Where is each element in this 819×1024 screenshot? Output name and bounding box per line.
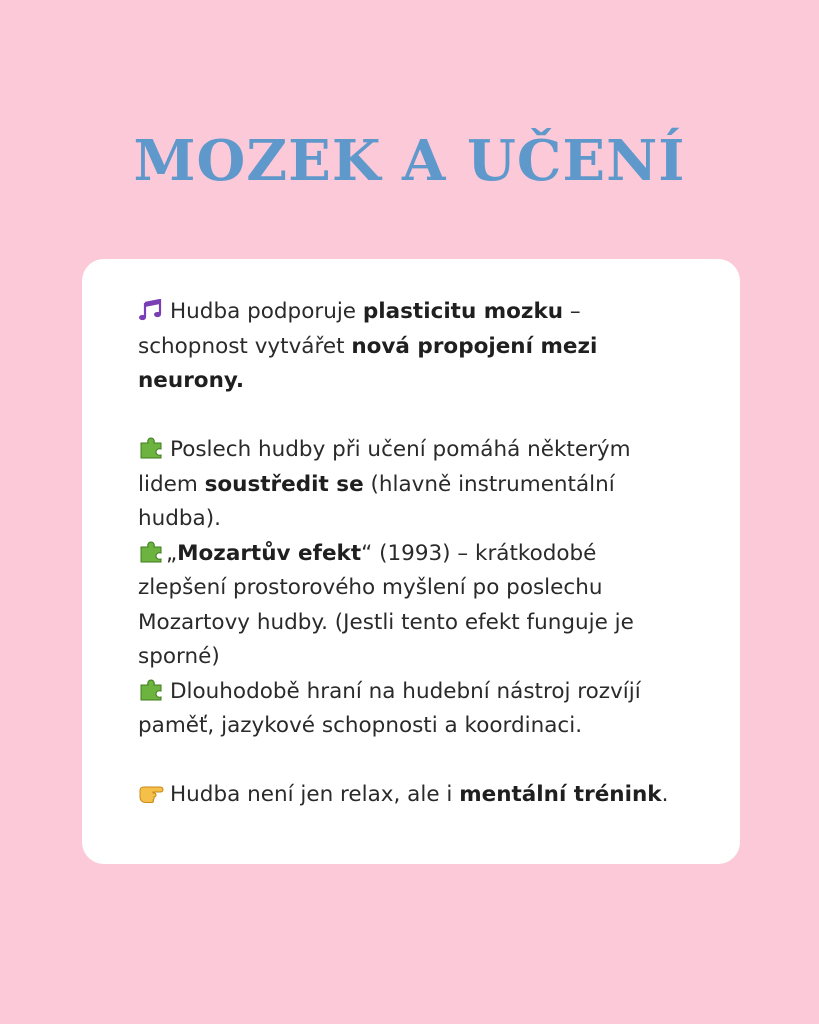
puzzle-piece-icon: [138, 541, 164, 563]
sound-wave-icon: [200, 840, 620, 990]
content-card: [82, 259, 740, 864]
paragraph-focus: Poslech hudby při učení pomáhá některým lidem soustředit se (hlavně instrumentální hudba).: [138, 437, 631, 531]
music-notes-icon: [138, 299, 164, 321]
paragraph-plasticity: Hudba podporuje plasticitu mozku – schopnost vytvářet nová propojení mezi neurony.: [138, 299, 598, 393]
puzzle-piece-icon: [138, 679, 164, 701]
paragraph-mozart-effect: „Mozartův efekt“ (1993) – krátkodobé zlepšení prostorového myšlení po poslechu Mozartovy hudby. (Jestli tento efekt funguje je sporné): [138, 540, 634, 669]
puzzle-piece-icon: [138, 437, 164, 459]
page-title: MOZEK A UČENÍ: [133, 128, 686, 194]
paragraph-instrument: Dlouhodobě hraní na hudební nástroj rozvíjí paměť, jazykové schopnosti a koordinaci.: [138, 678, 641, 738]
paragraph-conclusion: Hudba není jen relax, ale i mentální trénink.: [138, 778, 684, 813]
pointing-hand-icon: [138, 782, 164, 804]
